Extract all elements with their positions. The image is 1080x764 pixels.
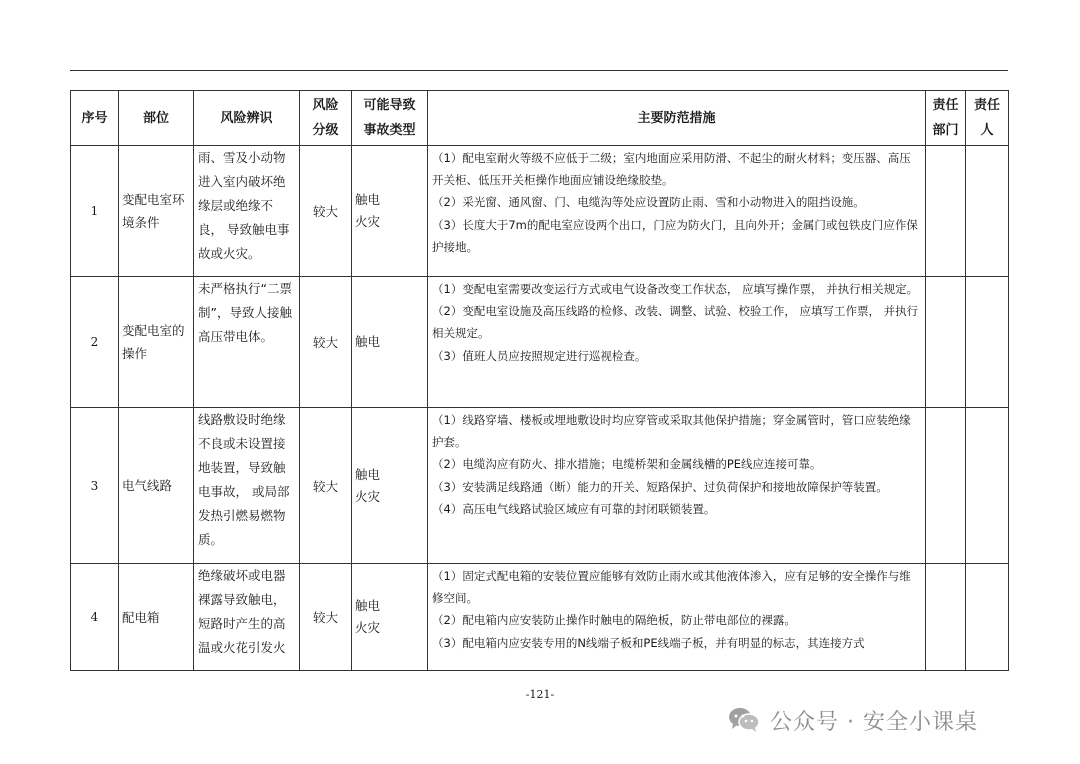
cell-risk: 绝缘破坏或电器裸露导致触电，短路时产生的高温或火花引发火 <box>194 564 300 671</box>
cell-dept <box>926 277 966 408</box>
measure-item: （2）配电箱内应安装防止操作时触电的隔绝板，防止带电部位的裸露。 <box>432 613 796 628</box>
cell-accident: 触电 <box>352 277 428 408</box>
cell-risk: 线路敷设时绝缘不良或未设置接地装置，导致触电事故， 或局部发热引燃易燃物质。 <box>194 408 300 564</box>
cell-seq: 3 <box>71 408 119 564</box>
cell-measures <box>428 277 926 408</box>
page-number: -121- <box>525 688 555 701</box>
cell-seq: 4 <box>71 564 119 671</box>
measure-item: （3）配电箱内应安装专用的N线端子板和PE线端子板，并有明显的标志，其连接方式 <box>432 635 865 650</box>
measure-item: （3）安装满足线路通（断）能力的开关、短路保护、过负荷保护和接地故障保护等装置。 <box>432 479 888 494</box>
cell-risk: 雨、雪及小动物进入室内破坏绝缘层或绝缘不良， 导致触电事故或火灾。 <box>194 146 300 277</box>
header-dept: 责任部门 <box>926 91 966 146</box>
cell-person <box>966 408 1009 564</box>
measure-item: （1）配电室耐火等级不应低于二级；室内地面应采用防滑、不起尘的耐火材料；变压器、高压开关柜、低压开关柜操作地面应铺设绝缘胶垫。 <box>432 151 911 188</box>
measure-item: （3）值班人员应按照规定进行巡视检查。 <box>432 348 647 363</box>
table-row <box>71 146 1009 277</box>
cell-location: 变配电室环境条件 <box>119 146 194 277</box>
table-header-row <box>71 91 1009 146</box>
cell-measures <box>428 408 926 564</box>
table-row <box>71 408 1009 564</box>
table-row <box>71 564 1009 671</box>
cell-accident: 触电火灾 <box>352 564 428 671</box>
header-level: 风险分级 <box>300 91 352 146</box>
measure-item: （1）固定式配电箱的安装位置应能够有效防止雨水或其他液体渗入，应有足够的安全操作与维修空间。 <box>432 569 911 606</box>
table-row <box>71 277 1009 408</box>
cell-location: 变配电室的操作 <box>119 277 194 408</box>
cell-dept <box>926 146 966 277</box>
cell-seq: 1 <box>71 146 119 277</box>
measure-item: （2）采光窗、通风窗、门、电缆沟等处应设置防止雨、雪和小动物进入的阻挡设施。 <box>432 195 865 210</box>
cell-person <box>966 146 1009 277</box>
cell-level: 较大 <box>300 408 352 564</box>
measure-item: （1）线路穿墙、楼板或埋地敷设时均应穿管或采取其他保护措施；穿金属管时，管口应装绝缘护套。 <box>432 413 911 450</box>
cell-dept <box>926 408 966 564</box>
cell-person <box>966 277 1009 408</box>
cell-seq: 2 <box>71 277 119 408</box>
header-rule <box>70 70 1008 71</box>
cell-level: 较大 <box>300 146 352 277</box>
watermark <box>728 700 978 740</box>
risk-table <box>70 90 1009 671</box>
cell-measures <box>428 564 926 671</box>
cell-level: 较大 <box>300 564 352 671</box>
header-accident: 可能导致事故类型 <box>352 91 428 146</box>
cell-location: 电气线路 <box>119 408 194 564</box>
watermark-text: 公众号 · 安全小课桌 <box>770 709 978 735</box>
header-risk: 风险辨识 <box>194 91 300 146</box>
measure-item: （2）电缆沟应有防火、排水措施；电缆桥架和金属线槽的PE线应连接可靠。 <box>432 457 822 472</box>
cell-risk: 未严格执行“二票制”，导致人接触高压带电体。 <box>194 277 300 408</box>
cell-dept <box>926 564 966 671</box>
header-person: 责任人 <box>966 91 1009 146</box>
cell-level: 较大 <box>300 277 352 408</box>
cell-measures <box>428 146 926 277</box>
cell-accident: 触电火灾 <box>352 146 428 277</box>
header-seq: 序号 <box>71 91 119 146</box>
header-measures: 主要防范措施 <box>428 91 926 146</box>
wechat-logo-icon <box>728 707 760 733</box>
cell-location: 配电箱 <box>119 564 194 671</box>
header-location: 部位 <box>119 91 194 146</box>
measure-item: （2）变配电室设施及高压线路的检修、改装、调整、试验、校验工作， 应填写工作票， 并执行相关规定。 <box>432 304 919 341</box>
measure-item: （1）变配电室需要改变运行方式或电气设备改变工作状态， 应填写操作票， 并执行相关规定。 <box>432 282 919 296</box>
cell-person <box>966 564 1009 671</box>
measure-item: （3）长度大于7m的配电室应设两个出口，门应为防火门，且向外开；金属门或包铁皮门应作保护接地。 <box>432 217 918 254</box>
measure-item: （4）高压电气线路试验区域应有可靠的封闭联锁装置。 <box>432 501 716 516</box>
cell-accident: 触电火灾 <box>352 408 428 564</box>
